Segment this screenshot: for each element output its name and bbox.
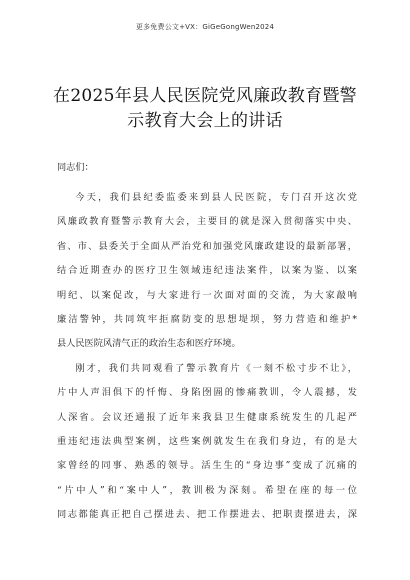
paragraph-line: 今天，我们县纪委监委来到县人民医院，专门召开这次党 xyxy=(75,192,357,203)
paragraph-line: 廉洁警钟，共同筑牢拒腐防变的思想堤坝，努力营造和维护* xyxy=(57,313,357,325)
paragraph-line: 家曾经的同事、熟悉的领导。活生生的“身边事”变成了沉痛的 xyxy=(57,460,357,472)
title-line-2: 示教育大会上的讲话 xyxy=(127,111,283,131)
paragraph-line: 结合近期查办的医疗卫生领域违纪违法案件，以案为鉴、以案 xyxy=(57,265,357,277)
paragraph-line: 同志都能真正把自己摆进去、把工作摆进去、把职责摆进去，深 xyxy=(57,509,357,521)
document-title xyxy=(20,84,390,134)
paragraph-line: 片中人声泪俱下的忏悔、身陷囹圄的惨痛教训，令人震撼，发 xyxy=(57,387,357,399)
paragraph-line: 人深省。会议还通报了近年来我县卫生健康系统发生的几起严 xyxy=(57,411,357,423)
paragraph-line: “片中人”和“案中人”，教训极为深刻。希望在座的每一位 xyxy=(57,484,357,496)
header-note: 更多免费公文+VX：GiGeGongWen2024 xyxy=(135,23,275,31)
paragraph-line: 风廉政教育暨警示教育大会，主要目的就是深入贯彻落实中央、 xyxy=(57,216,357,228)
body-text xyxy=(57,160,357,527)
title-line-1: 在2025年县人民医院党风廉政教育暨警 xyxy=(53,86,357,106)
paragraph-line: 县人民医院风清气正的政治生态和医疗环境。 xyxy=(57,338,241,350)
greeting: 同志们： xyxy=(57,162,94,173)
paragraph-line: 刚才，我们共同观看了警示教育片《一刻不松寸步不让》， xyxy=(75,362,357,374)
paragraph-line: 省、市、县委关于全面从严治党和加强党风廉政建设的最新部署， xyxy=(57,240,357,252)
paragraph-line: 重违纪违法典型案例，这些案例就发生在我们身边，有的是大 xyxy=(57,435,357,447)
paragraph-1 xyxy=(57,186,357,357)
paragraph-line: 明纪、以案促改，与大家进行一次面对面的交流，为大家敲响 xyxy=(57,289,357,301)
paragraph-2 xyxy=(57,357,357,528)
